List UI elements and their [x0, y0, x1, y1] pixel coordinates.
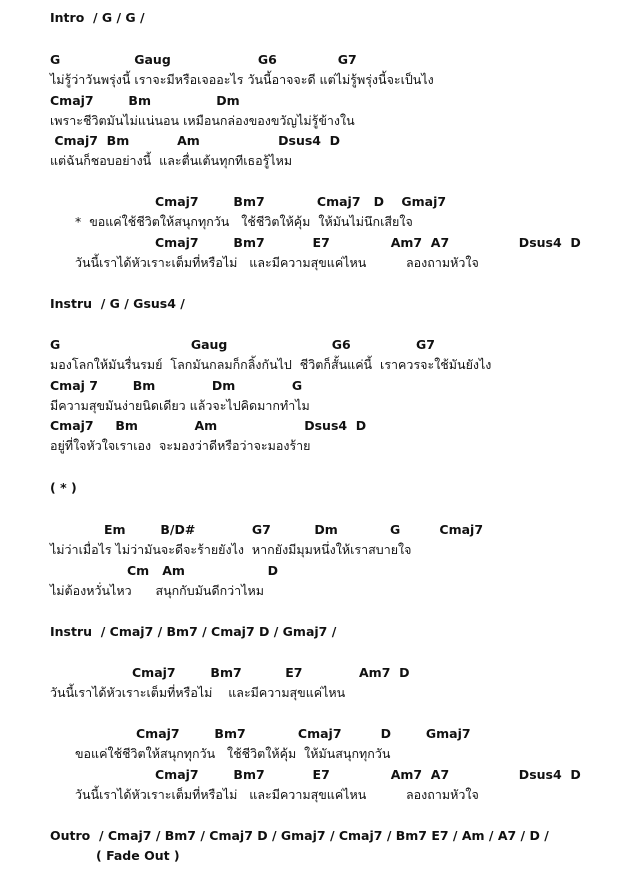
- chord-line: Cmaj7 Bm7 E7 Am7 D: [132, 665, 410, 680]
- chord-line: G Gaug G6 G7: [50, 52, 357, 67]
- chord-line: Cmaj7 Bm7 Cmaj7 D Gmaj7: [136, 726, 471, 741]
- chord-line: Cmaj7 Bm Am Dsus4 D: [50, 133, 341, 148]
- chord-line: Cmaj7 Bm Am Dsus4 D: [50, 418, 367, 433]
- repeat-chorus-marker: ( * ): [50, 480, 77, 495]
- instrumental-line: Instru / Cmaj7 / Bm7 / Cmaj7 D / Gmaj7 /: [50, 624, 337, 639]
- instrumental-line: Instru / G / Gsus4 /: [50, 296, 185, 311]
- lyric-line: อยู่ที่ใจหัวใจเราเอง จะมองว่าดีหรือว่าจะมองร้าย: [50, 438, 311, 453]
- chord-line: Cmaj7 Bm7 E7 Am7 A7 Dsus4 D: [155, 235, 581, 250]
- chord-line: Cm Am D: [127, 563, 279, 578]
- lyric-line: มองโลกให้มันรื่นรมย์ โลกมันกลมก็กลิ้งกันไป ชีวิตก็สั้นแค่นี้ เราควรจะใช้มันยังไง: [50, 357, 492, 372]
- lyric-line: มีความสุขมันง่ายนิดเดียว แล้วจะไปคิดมากทำไม: [50, 398, 310, 413]
- intro-line: Intro / G / G /: [50, 10, 145, 25]
- lyric-line: วันนี้เราได้หัวเราะเต็มที่หรือไม่ และมีความสุขแค่ไหน: [50, 685, 346, 700]
- chord-line: Cmaj7 Bm Dm: [50, 93, 240, 108]
- chorus-marked-lyric: * ขอแค่ใช้ชีวิตให้สนุกทุกวัน ใช้ชีวิตให้คุ้ม ให้มันไม่นึกเสียใจ: [75, 214, 413, 229]
- lyric-line: เพราะชีวิตมันไม่แน่นอน เหมือนกล่องของขวัญไม่รู้ข้างใน: [50, 113, 355, 128]
- chord-line: Cmaj 7 Bm Dm G: [50, 378, 303, 393]
- fade-out-label: ( Fade Out ): [96, 848, 180, 863]
- chord-line: G Gaug G6 G7: [50, 337, 435, 352]
- lyric-line: ขอแค่ใช้ชีวิตให้สนุกทุกวัน ใช้ชีวิตให้คุ้ม ให้มันสนุกทุกวัน: [75, 746, 391, 761]
- chord-line: Cmaj7 Bm7 E7 Am7 A7 Dsus4 D: [155, 767, 581, 782]
- lyric-line: วันนี้เราได้หัวเราะเต็มที่หรือไม่ และมีความสุขแค่ไหน ลองถามหัวใจ: [75, 787, 479, 802]
- lyric-line: วันนี้เราได้หัวเราะเต็มที่หรือไม่ และมีความสุขแค่ไหน ลองถามหัวใจ: [75, 255, 479, 270]
- lyric-line: แต่ฉันก็ชอบอย่างนี้ และตื่นเต้นทุกทีเธอรู้ไหม: [50, 153, 293, 168]
- lyric-line: ไม่รู้ว่าวันพรุ่งนี้ เราจะมีหรือเจออะไร วันนี้อาจจะดี แต่ไม่รู้พรุ่งนี้จะเป็นไง: [50, 72, 434, 87]
- chord-line: Em B/D# G7 Dm G Cmaj7: [104, 522, 484, 537]
- chord-line: Cmaj7 Bm7 Cmaj7 D Gmaj7: [155, 194, 447, 209]
- lyric-line: ไม่ต้องหวั่นไหว สนุกกับมันดีกว่าไหม: [50, 583, 264, 598]
- lyric-line: ไม่ว่าเมื่อไร ไม่ว่ามันจะดีจะร้ายยังไง หากยังมีมุมหนึ่งให้เราสบายใจ: [50, 542, 412, 557]
- outro-line: Outro / Cmaj7 / Bm7 / Cmaj7 D / Gmaj7 / Cmaj7 / Bm7 E7 / Am / A7 / D /: [50, 828, 549, 843]
